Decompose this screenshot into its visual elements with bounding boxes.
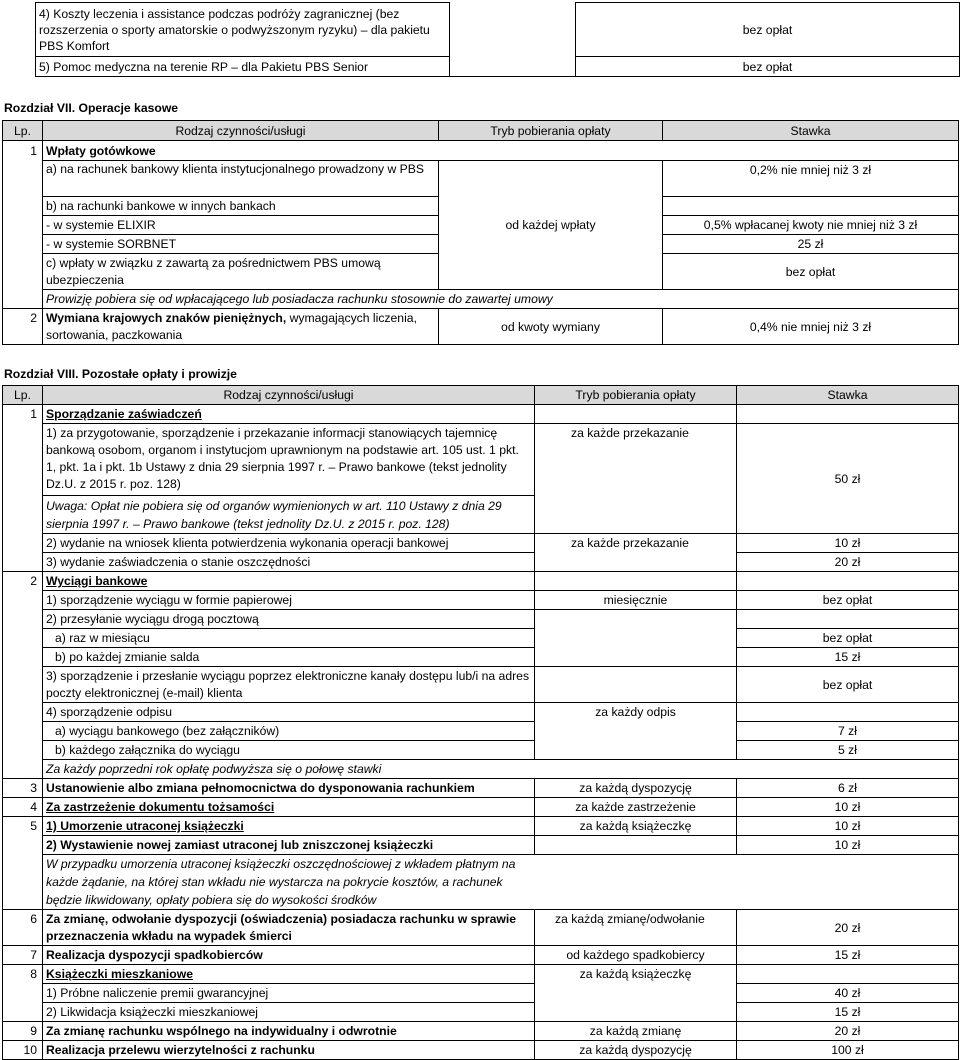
header-rate: Stawka: [737, 386, 959, 405]
fees-table-continuation: [35, 2, 960, 77]
r8-2-text: 2) Likwidacja książeczki mieszkaniowej: [43, 1003, 535, 1022]
row5-text: 5) Pomoc medyczna na terenie RP – dla Pakietu PBS Senior: [36, 57, 450, 77]
r9-rate: 20 zł: [737, 1022, 959, 1041]
row-number: 1: [3, 141, 43, 161]
r2-1-rate: bez opłat: [737, 591, 959, 610]
r2-2b-text: b) po każdej zmianie salda: [43, 648, 535, 667]
row-number: 3: [3, 779, 43, 798]
r5-1-text: 1) Umorzenie utraconej książeczki: [43, 817, 535, 836]
r2-2-text: 2) przesyłanie wyciągu drogą pocztową: [43, 610, 535, 629]
r2-mode: od kwoty wymiany: [439, 309, 663, 345]
header-mode: Tryb pobierania opłaty: [535, 386, 737, 405]
header-type: Rodzaj czynności/usługi: [43, 386, 535, 405]
r5-1-mode: za każdą książeczkę: [535, 817, 737, 836]
r7-text: Realizacja dyspozycji spadkobierców: [43, 946, 535, 965]
row-number: 2: [3, 572, 43, 591]
r1-note: Prowizję pobiera się od wpłacającego lub posiadacza rachunku stosownie do zawartej umowy: [43, 290, 959, 309]
r2-title: Wymiana krajowych znaków pieniężnych,: [46, 310, 287, 325]
r1b-text: b) na rachunki bankowe w innych bankach: [43, 197, 439, 216]
r1c-text: c) wpłaty w związku z zawartą za pośrednictwem PBS umową ubezpieczenia: [43, 254, 439, 290]
r5-note: [43, 855, 959, 910]
r2-2a-rate: bez opłat: [737, 629, 959, 648]
r3-text: Ustanowienie albo zmiana pełnomocnictwa do dysponowania rachunkiem: [43, 779, 535, 798]
r8-title: Książeczki mieszkaniowe: [43, 965, 535, 984]
r2-4-mode: za każdy odpis: [535, 703, 737, 722]
r4-mode: za każde zastrzeżenie: [535, 798, 737, 817]
r2-4b-text: b) każdego załącznika do wyciągu: [43, 741, 535, 760]
r7-rate: 15 zł: [737, 946, 959, 965]
r1b-sorbnet-rate: 25 zł: [663, 235, 959, 254]
row-number: 5: [3, 817, 43, 836]
r1-1-text: 1) za przygotowanie, sporządzenie i przekazanie informacji stanowiących tajemnicę bankową osobom, organom i instytucjom uprawnionym na podstawie art. 105 ust. 1 pkt. 1, pkt. 1a i pkt. 1b Ustawy z dnia 29 sierpnia 1997 r. – Prawo bankowe (tekst jednolity Dz.U. z 2015 r. poz. 128): [43, 424, 535, 496]
row-title: Sporządzanie zaświadczeń: [43, 405, 535, 424]
r2-rest: wymagających liczenia, sortowania, paczkowania: [46, 310, 417, 342]
r2-rate: 0,4% nie mniej niż 3 zł: [663, 309, 959, 345]
r2-4b-rate: 5 zł: [737, 741, 959, 760]
section-8-title: Rozdział VIII. Pozostałe opłaty i prowizje: [4, 367, 237, 381]
r4-rate: 10 zł: [737, 798, 959, 817]
r2-3-text: 3) sporządzenie i przesłanie wyciągu poprzez elektroniczne kanały dostępu lub/i na adres poczty elektronicznej (e-mail) klienta: [43, 667, 535, 703]
r9-mode: za każdą zmianę: [535, 1022, 737, 1041]
r10-text: Realizacja przelewu wierzytelności z rachunku: [43, 1041, 535, 1060]
header-lp: Lp.: [3, 386, 43, 405]
r6-rate: 20 zł: [737, 910, 959, 946]
r1b-elixir-rate: 0,5% wpłacanej kwoty nie mniej niż 3 zł: [663, 216, 959, 235]
row-number: 9: [3, 1022, 43, 1041]
r10-mode: za każdą dyspozycję: [535, 1041, 737, 1060]
row-number: 8: [3, 965, 43, 984]
row-number: 1: [3, 405, 43, 424]
r1b-sorbnet: - w systemie SORBNET: [43, 235, 439, 254]
row-number: 10: [3, 1041, 43, 1060]
r2-1-mode: miesięcznie: [535, 591, 737, 610]
r8-mode: za każdą książeczkę: [535, 965, 737, 984]
r6-text: Za zmianę, odwołanie dyspozycji (oświadczenia) posiadacza rachunku w sprawie przeznaczenia wkładu na wypadek śmierci: [43, 910, 535, 946]
r9-text: Za zmianę rachunku wspólnego na indywidualny i odwrotnie: [43, 1022, 535, 1041]
section-8-table: [2, 385, 959, 1060]
r1-3-rate: 20 zł: [737, 553, 959, 572]
r1-3-text: 3) wydanie zaświadczenia o stanie oszczędności: [43, 553, 535, 572]
row-title: Wpłaty gotówkowe: [43, 141, 959, 161]
r2-1-text: 1) sporządzenie wyciągu w formie papierowej: [43, 591, 535, 610]
row-number: 7: [3, 946, 43, 965]
r3-mode: za każdą dyspozycję: [535, 779, 737, 798]
r1a-rate: 0,2% nie mniej niż 3 zł: [663, 161, 959, 197]
r6-mode: za każdą zmianę/odwołanie: [535, 910, 737, 946]
r1-note: Uwaga: Opłat nie pobiera się od organów wymienionych w art. 110 Ustawy z dnia 29 sierpnia 1997 r. – Prawo bankowe (tekst jednolity Dz.U. z 2015 r. poz. 128): [43, 496, 535, 534]
r8-1-text: 1) Próbne naliczenie premii gwarancyjnej: [43, 984, 535, 1003]
header-type: Rodzaj czynności/usługi: [43, 121, 439, 141]
r8-2-rate: 15 zł: [737, 1003, 959, 1022]
header-rate: Stawka: [663, 121, 959, 141]
r8-1-rate: 40 zł: [737, 984, 959, 1003]
r2-2a-text: a) raz w miesiącu: [43, 629, 535, 648]
r1-1-mode: za każde przekazanie: [535, 424, 737, 496]
r2-4-text: 4) sporządzenie odpisu: [43, 703, 535, 722]
r4-text: Za zastrzeżenie dokumentu tożsamości: [43, 798, 535, 817]
row4-text: 4) Koszty leczenia i assistance podczas podróży zagranicznej (bez rozszerzenia o sporty amatorskie o podwyższonym ryzyku) – dla pakietu PBS Komfort: [36, 3, 450, 57]
row-number: 6: [3, 910, 43, 946]
header-mode: Tryb pobierania opłaty: [439, 121, 663, 141]
row-title: Wyciągi bankowe: [43, 572, 535, 591]
section-7-table: [2, 120, 959, 345]
r2-4a-text: a) wyciągu bankowego (bez załączników): [43, 722, 535, 741]
r5-note-text: W przypadku umorzenia utraconej książeczki oszczędnościowej z wkładem płatnym na każde żądanie, na której stan wkładu nie wystarcza na pokrycie kosztów, a rachunek będzie likwidowany, opłaty pobiera się do wysokości środków: [46, 857, 516, 907]
r1-2-rate: 10 zł: [737, 534, 959, 553]
r5-2-text: 2) Wystawienie nowej zamiast utraconej lub zniszczonej książeczki: [43, 836, 535, 855]
r2-4a-rate: 7 zł: [737, 722, 959, 741]
r1-2-mode: za każde przekazanie: [535, 534, 737, 553]
header-lp: Lp.: [3, 121, 43, 141]
r5-2-rate: 10 zł: [737, 836, 959, 855]
r1b-elixir: - w systemie ELIXIR: [43, 216, 439, 235]
r1c-rate: bez opłat: [663, 254, 959, 290]
r2-2b-rate: 15 zł: [737, 648, 959, 667]
row-number: 4: [3, 798, 43, 817]
r5-1-rate: 10 zł: [737, 817, 959, 836]
r1a-text: a) na rachunek bankowy klienta instytucjonalnego prowadzony w PBS: [43, 161, 439, 197]
r2-3-rate: bez opłat: [737, 667, 959, 703]
row4-fee: bez opłat: [576, 3, 960, 57]
r7-mode: od każdego spadkobiercy: [535, 946, 737, 965]
r2-note: Za każdy poprzedni rok opłatę podwyższa się o połowę stawki: [43, 760, 959, 779]
r3-rate: 6 zł: [737, 779, 959, 798]
row5-fee: bez opłat: [576, 57, 960, 77]
r10-rate: 100 zł: [737, 1041, 959, 1060]
r1-2-text: 2) wydanie na wniosek klienta potwierdzenia wykonania operacji bankowej: [43, 534, 535, 553]
row-number: 2: [3, 309, 43, 345]
r1-1-rate: 50 zł: [737, 424, 959, 534]
r1b-mode: od każdej wpłaty: [439, 216, 663, 235]
section-7-title: Rozdział VII. Operacje kasowe: [4, 101, 179, 115]
